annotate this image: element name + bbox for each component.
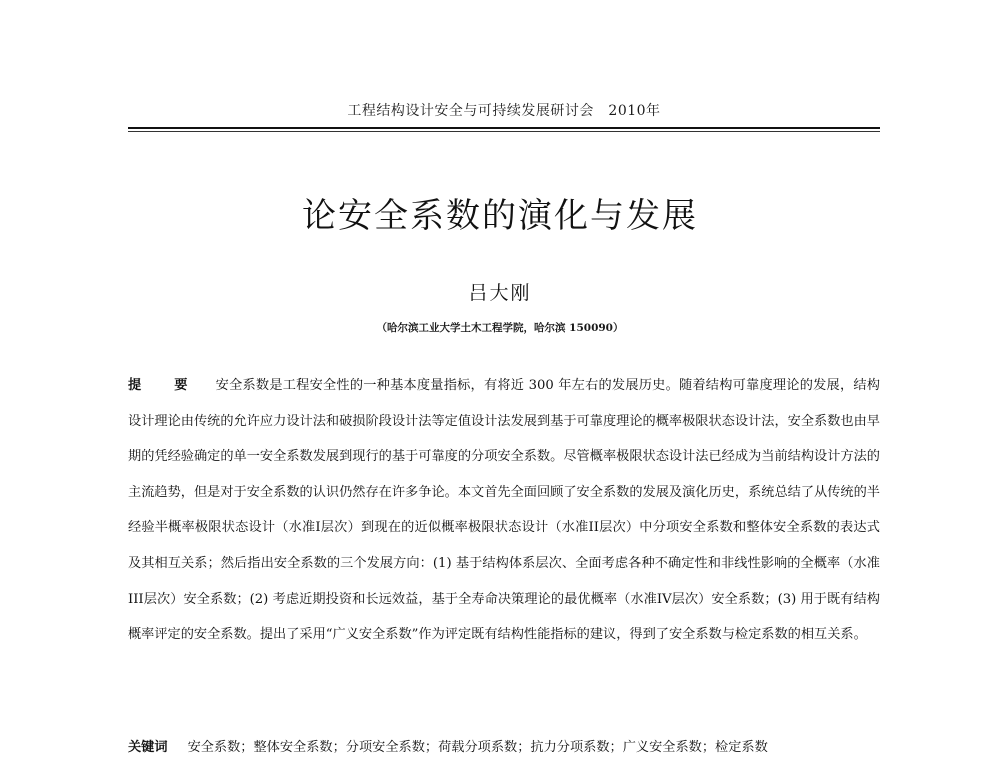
abstract-section [128, 368, 880, 653]
header-rule-thick [128, 127, 880, 129]
keywords-section [128, 738, 880, 758]
author-name: 吕大刚 [468, 282, 532, 304]
keywords-text: 安全系数；整体安全系数；分项安全系数；荷载分项系数；抗力分项系数；广义安全系数；检定系数 [187, 740, 768, 755]
keywords-label: 关键词 [128, 740, 168, 755]
abstract-label: 提 要 [128, 378, 202, 393]
abstract-text: 安全系数是工程安全性的一种基本度量指标，有将近 300 年左右的发展历史。随着结构可靠度理论的发展，结构设计理论由传统的允许应力设计法和破损阶段设计法等定值设计法发展到基于可靠度理论的概率极限状态设计法，安全系数也由早期的凭经验确定的单一安全系数发展到现行的基于可靠度的分项安全系数。尽管概率极限状态设计法已经成为当前结构设计方法的主流趋势，但是对于安全系数的认识仍然存在许多争论。本文首先全面回顾了安全系数的发展及演化历史，系统总结了从传统的半经验半概率极限状态设计（水准I层次）到现在的近似概率极限状态设计（水准II层次）中分项安全系数和整体安全系数的表达式及其相互关系；然后指出安全系数的三个发展方向：(1) 基于结构体系层次、全面考虑各种不确定性和非线性影响的全概率（水准III层次）安全系数；(2) 考虑近期投资和长远效益，基于全寿命决策理论的最优概率（水准IV层次）安全系数；(3) 用于既有结构概率评定的安全系数。提出了采用“广义安全系数”作为评定既有结构性能指标的建议，得到了安全系数与检定系数的相互关系。 [128, 378, 880, 643]
paper-title: 论安全系数的演化与发展 [302, 196, 698, 236]
header-rule-thin [128, 131, 880, 132]
running-header: 工程结构设计安全与可持续发展研讨会 2010年 [347, 103, 661, 119]
author-affiliation: （哈尔滨工业大学土木工程学院，哈尔滨 150090） [376, 322, 624, 334]
